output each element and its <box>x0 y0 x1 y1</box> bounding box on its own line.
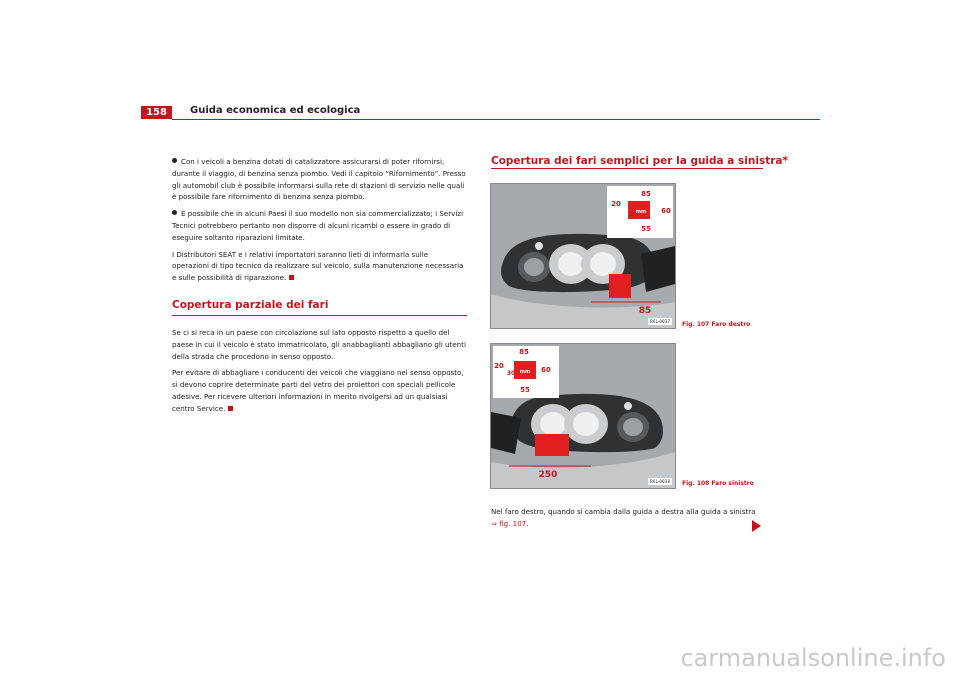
paragraph <box>491 506 763 530</box>
figure-code: B6L-0037 <box>650 319 670 324</box>
dimension-base: 250 <box>538 470 558 480</box>
figure-107-caption: Fig. 107 Faro destro <box>682 321 751 328</box>
dimension-left: 20 <box>611 200 621 208</box>
paragraph: Se ci si reca in un paese con circolazione sul lato opposto rispetto a quello del paese in cui il veicolo è stato immatricolato, gli anabbaglianti abbagliano gli utenti della strada che procedono in senso opposto. <box>172 328 466 361</box>
section-divider <box>491 168 763 169</box>
header-divider <box>172 119 820 120</box>
dimension-top: 85 <box>641 190 651 198</box>
paragraph <box>172 249 467 284</box>
bullet-item <box>172 208 467 243</box>
dimension-right: 60 <box>661 207 671 215</box>
page-header-title: Guida economica ed ecologica <box>190 105 361 116</box>
headlight-left-illustration <box>491 344 675 488</box>
dimension-left: 20 <box>494 362 504 370</box>
dimension-top: 85 <box>519 348 529 356</box>
paragraph-text: . <box>526 518 529 528</box>
section-end-icon <box>228 406 233 411</box>
left-column-lower <box>172 327 467 420</box>
bullet-text: È possibile che in alcuni Paesi il suo modello non sia commercializzato; i Servizi Tecnici potrebbero pertanto non disporre di alcuni ricambi o essere in grado di eseguire soltanto riparazioni limitate. <box>172 209 464 242</box>
page-number: 158 <box>141 106 172 119</box>
dimension-inner: 30 <box>506 370 516 377</box>
figure-link[interactable]: ⇒ fig. 107 <box>491 518 527 528</box>
right-column-text <box>491 506 763 535</box>
dimension-right: 60 <box>541 366 551 374</box>
headlight-right-illustration <box>491 184 675 328</box>
section-title-cover: Copertura dei fari semplici per la guida a sinistra* <box>491 155 788 167</box>
figure-107-image <box>490 183 676 329</box>
section-end-icon <box>289 275 294 280</box>
paragraph <box>172 367 467 414</box>
figure-108-image <box>490 343 676 489</box>
bullet-text: Con i veicoli a benzina dotati di catalizzatore assicurarsi di poter rifornirsi, durante il viaggio, di benzina senza piombo. Vedi il capitolo “Rifornimento”. Presso gli automobil club è possibile informarsi sulla rete di stazioni di servizio nelle quali è possibile fare rifornimento di benzina senza piombo. <box>172 157 466 202</box>
dimension-unit: mm <box>635 209 647 215</box>
section-title-partial: Copertura parziale dei fari <box>172 299 329 311</box>
dimension-inner: 30 <box>629 211 639 218</box>
dimension-bottom: 55 <box>641 225 651 233</box>
figure-108-caption: Fig. 108 Faro sinistro <box>682 480 754 487</box>
paragraph-text: Per evitare di abbagliare i conducenti dei veicoli che viaggiano nel senso opposto, si devono coprire determinate parti del vetro dei proiettori con speciali pellicole adesive. Per ricevere ulteriori informazioni in merito rivolgersi ad un qualsiasi centro Service. <box>172 368 464 413</box>
next-page-arrow-icon[interactable] <box>752 520 761 532</box>
figure-code: B6L-0038 <box>650 479 670 484</box>
bullet-icon <box>172 210 177 215</box>
bullet-item <box>172 156 467 203</box>
dimension-bottom: 55 <box>520 386 530 394</box>
left-column <box>172 156 467 289</box>
paragraph-text: Nel faro destro, quando si cambia dalla guida a destra alla guida a sinistra <box>491 507 756 516</box>
section-divider <box>172 315 467 316</box>
dimension-unit: mm <box>519 369 531 375</box>
bullet-icon <box>172 158 177 163</box>
watermark-text: carmanualsonline.info <box>680 644 946 672</box>
dimension-base: 85 <box>638 306 652 316</box>
paragraph-text: I Distributori SEAT e i relativi importatori saranno lieti di informarla sulle operazioni di tipo tecnico da realizzare sul veicolo, sulla manutenzione necessaria e sulle possibilità di riparazione. <box>172 249 464 283</box>
